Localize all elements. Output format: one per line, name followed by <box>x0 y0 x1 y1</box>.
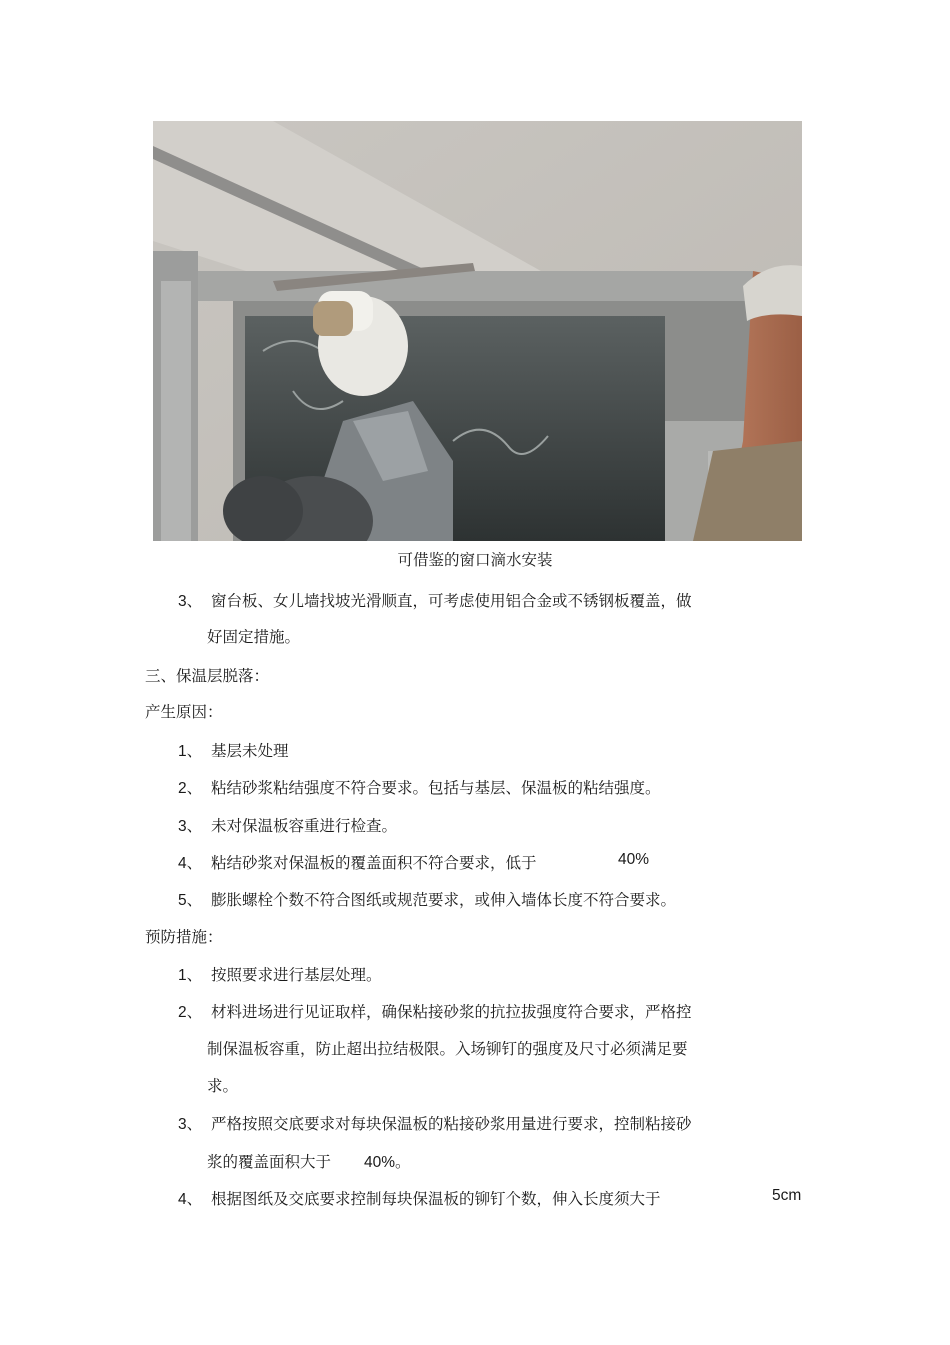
prevention-text-continued: 浆的覆盖面积大于 <box>207 1153 332 1171</box>
cause-number: 2、 <box>178 780 203 797</box>
prevention-text: 按照要求进行基层处理。 <box>211 966 382 984</box>
cause-number: 1、 <box>178 743 203 760</box>
prevention-value: 40%。 <box>364 1154 411 1171</box>
cause-text: 粘结砂浆粘结强度不符合要求。包括与基层、保温板的粘结强度。 <box>211 779 661 797</box>
prevention-heading: 预防措施： <box>145 928 223 946</box>
photo-caption: 可借鉴的窗口滴水安装 <box>397 551 553 569</box>
item-number: 3、 <box>178 593 203 610</box>
prevention-text: 严格按照交底要求对每块保温板的粘接砂浆用量进行要求，控制粘接砂 <box>211 1115 692 1133</box>
cause-text: 基层未处理 <box>211 742 289 760</box>
cause-number: 4、 <box>178 855 203 872</box>
cause-text: 膨胀螺栓个数不符合图纸或规范要求，或伸入墙体长度不符合要求。 <box>211 891 677 909</box>
cause-text: 粘结砂浆对保温板的覆盖面积不符合要求，低于 <box>211 854 537 872</box>
prevention-number: 3、 <box>178 1116 203 1133</box>
cause-value: 40% <box>618 851 650 868</box>
window-drip-photo <box>153 121 802 541</box>
causes-heading: 产生原因： <box>145 703 223 721</box>
prevention-number: 1、 <box>178 967 203 984</box>
prevention-text: 根据图纸及交底要求控制每块保温板的铆钉个数，伸入长度须大于 <box>211 1190 661 1208</box>
item-text: 窗台板、女儿墙找坡光滑顺直，可考虑使用铝合金或不锈钢板覆盖，做 <box>211 592 692 610</box>
prevention-text-continued: 求。 <box>207 1077 239 1095</box>
section-heading: 三、保温层脱落： <box>145 667 270 685</box>
cause-text: 未对保温板容重进行检查。 <box>211 817 398 835</box>
prevention-number: 4、 <box>178 1191 203 1208</box>
prevention-text-continued: 制保温板容重，防止超出拉结极限。入场铆钉的强度及尺寸必须满足要 <box>207 1040 688 1058</box>
cause-number: 3、 <box>178 818 203 835</box>
prevention-number: 2、 <box>178 1004 203 1021</box>
prevention-value: 5cm <box>772 1187 802 1204</box>
prevention-text: 材料进场进行见证取样，确保粘接砂浆的抗拉拔强度符合要求，严格控 <box>211 1003 692 1021</box>
cause-number: 5、 <box>178 892 203 909</box>
item-text-continued: 好固定措施。 <box>207 628 301 646</box>
